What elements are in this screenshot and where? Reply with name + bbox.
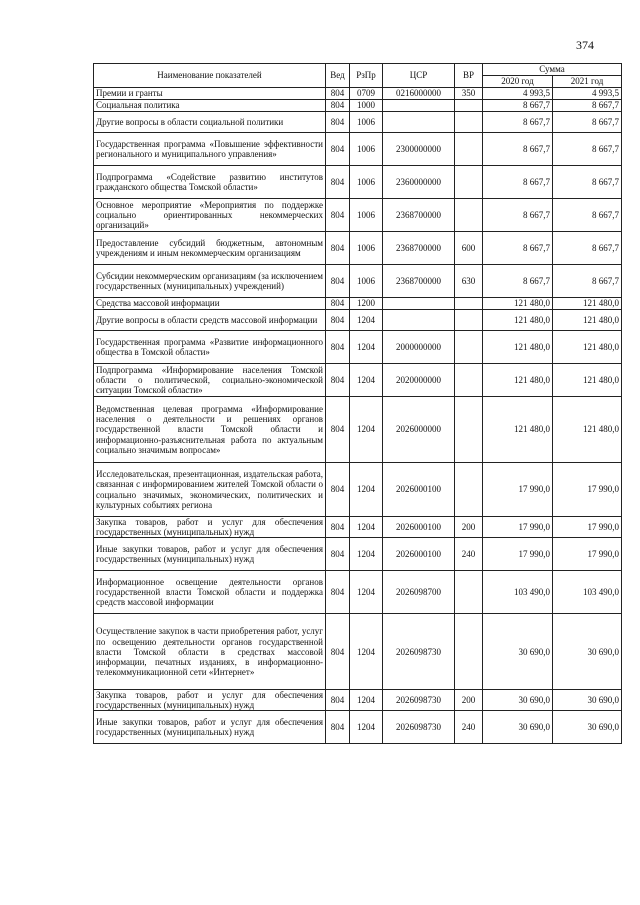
amount-2021-cell: 17 990,0 <box>553 517 622 538</box>
amount-2021-cell: 8 667,7 <box>553 265 622 298</box>
ved-cell: 804 <box>326 232 350 265</box>
ved-cell: 804 <box>326 614 350 690</box>
csr-cell: 2026000100 <box>383 538 455 571</box>
header-sum: Сумма <box>483 64 622 76</box>
amount-2020-cell: 121 480,0 <box>483 331 553 364</box>
rzpr-cell: 1200 <box>350 298 383 310</box>
table-row <box>94 711 622 744</box>
vr-cell: 350 <box>455 88 483 100</box>
header-year-2021: 2021 год <box>553 76 622 88</box>
vr-cell: 240 <box>455 538 483 571</box>
amount-2021-cell: 8 667,7 <box>553 112 622 133</box>
row-name-cell: Государственная программа «Развитие информационного общества в Томской области» <box>94 331 326 364</box>
rzpr-cell: 1006 <box>350 232 383 265</box>
csr-cell <box>383 310 455 331</box>
header-rzpr: РзПр <box>350 64 383 88</box>
ved-cell: 804 <box>326 364 350 397</box>
amount-2021-cell: 17 990,0 <box>553 538 622 571</box>
ved-cell: 804 <box>326 517 350 538</box>
table-row <box>94 463 622 517</box>
amount-2020-cell: 8 667,7 <box>483 166 553 199</box>
csr-cell: 2368700000 <box>383 232 455 265</box>
amount-2020-cell: 30 690,0 <box>483 690 553 711</box>
row-name-cell: Государственная программа «Повышение эффективности регионального и муниципального управления» <box>94 133 326 166</box>
row-name-cell: Ведомственная целевая программа «Информирование населения о деятельности и решениях органов государственной власти Томской области и информационно-разъяснительная работа по актуальным социально значимым вопросам» <box>94 397 326 463</box>
row-name-cell: Исследовательская, презентационная, издательская работа, связанная с информированием жителей Томской области о социально значимых, экономических, политических и культурных событиях региона <box>94 463 326 517</box>
amount-2021-cell: 8 667,7 <box>553 133 622 166</box>
row-name-cell: Осуществление закупок в части приобретения работ, услуг по освещению деятельности органов государственной власти Томской области в средствах массовой информации, печатных изданиях, в информационно-телекоммуникационной сети «Интернет» <box>94 614 326 690</box>
csr-cell: 2300000000 <box>383 133 455 166</box>
header-name: Наименование показателей <box>94 64 326 88</box>
amount-2020-cell: 103 490,0 <box>483 571 553 614</box>
row-name-cell: Подпрограмма «Информирование населения Томской области о политической, социально-экономической ситуации Томской области» <box>94 364 326 397</box>
row-name-cell: Информационное освещение деятельности органов государственной власти Томской области и поддержка средств массовой информации <box>94 571 326 614</box>
ved-cell: 804 <box>326 199 350 232</box>
vr-cell <box>455 331 483 364</box>
header-vr: ВР <box>455 64 483 88</box>
amount-2020-cell: 8 667,7 <box>483 112 553 133</box>
table-row <box>94 517 622 538</box>
table-row <box>94 690 622 711</box>
table-row <box>94 538 622 571</box>
vr-cell: 240 <box>455 711 483 744</box>
rzpr-cell: 1204 <box>350 364 383 397</box>
ved-cell: 804 <box>326 310 350 331</box>
csr-cell <box>383 298 455 310</box>
ved-cell: 804 <box>326 133 350 166</box>
row-name-cell: Предоставление субсидий бюджетным, автономным учреждениям и иным некоммерческим организациям <box>94 232 326 265</box>
csr-cell: 2026000000 <box>383 397 455 463</box>
amount-2020-cell: 8 667,7 <box>483 265 553 298</box>
rzpr-cell: 1000 <box>350 100 383 112</box>
csr-cell: 2026098730 <box>383 614 455 690</box>
ved-cell: 804 <box>326 88 350 100</box>
amount-2020-cell: 17 990,0 <box>483 538 553 571</box>
amount-2021-cell: 4 993,5 <box>553 88 622 100</box>
vr-cell <box>455 199 483 232</box>
ved-cell: 804 <box>326 265 350 298</box>
amount-2020-cell: 4 993,5 <box>483 88 553 100</box>
row-name-cell: Закупка товаров, работ и услуг для обеспечения государственных (муниципальных) нужд <box>94 690 326 711</box>
header-csr: ЦСР <box>383 64 455 88</box>
row-name-cell: Субсидии некоммерческим организациям (за исключением государственных (муниципальных) учреждений) <box>94 265 326 298</box>
rzpr-cell: 1204 <box>350 614 383 690</box>
csr-cell: 2026098730 <box>383 711 455 744</box>
ved-cell: 804 <box>326 298 350 310</box>
csr-cell: 2360000000 <box>383 166 455 199</box>
row-name-cell: Социальная политика <box>94 100 326 112</box>
rzpr-cell: 1204 <box>350 571 383 614</box>
csr-cell: 2020000000 <box>383 364 455 397</box>
vr-cell <box>455 571 483 614</box>
row-name-cell: Средства массовой информации <box>94 298 326 310</box>
vr-cell: 200 <box>455 517 483 538</box>
vr-cell: 600 <box>455 232 483 265</box>
rzpr-cell: 1204 <box>350 397 383 463</box>
row-name-cell: Закупка товаров, работ и услуг для обеспечения государственных (муниципальных) нужд <box>94 517 326 538</box>
ved-cell: 804 <box>326 112 350 133</box>
row-name-cell: Иные закупки товаров, работ и услуг для обеспечения государственных (муниципальных) нужд <box>94 711 326 744</box>
table-row <box>94 166 622 199</box>
page-number: 374 <box>576 38 594 52</box>
csr-cell: 2026098730 <box>383 690 455 711</box>
amount-2021-cell: 121 480,0 <box>553 331 622 364</box>
amount-2021-cell: 121 480,0 <box>553 310 622 331</box>
csr-cell: 2000000000 <box>383 331 455 364</box>
vr-cell <box>455 614 483 690</box>
table-row <box>94 112 622 133</box>
csr-cell: 2368700000 <box>383 199 455 232</box>
table-row <box>94 265 622 298</box>
rzpr-cell: 1006 <box>350 112 383 133</box>
rzpr-cell: 1006 <box>350 265 383 298</box>
amount-2021-cell: 8 667,7 <box>553 199 622 232</box>
amount-2020-cell: 30 690,0 <box>483 711 553 744</box>
csr-cell: 2368700000 <box>383 265 455 298</box>
ved-cell: 804 <box>326 463 350 517</box>
amount-2020-cell: 17 990,0 <box>483 463 553 517</box>
ved-cell: 804 <box>326 711 350 744</box>
budget-table <box>93 63 622 744</box>
table-row <box>94 100 622 112</box>
row-name-cell: Премии и гранты <box>94 88 326 100</box>
amount-2020-cell: 8 667,7 <box>483 100 553 112</box>
vr-cell <box>455 166 483 199</box>
rzpr-cell: 1204 <box>350 463 383 517</box>
row-name-cell: Подпрограмма «Содействие развитию институтов гражданского общества Томской области» <box>94 166 326 199</box>
table-row <box>94 397 622 463</box>
row-name-cell: Основное мероприятие «Мероприятия по поддержке социально ориентированных некоммерческих организаций» <box>94 199 326 232</box>
table-row <box>94 232 622 265</box>
amount-2021-cell: 121 480,0 <box>553 298 622 310</box>
table-row <box>94 298 622 310</box>
vr-cell <box>455 298 483 310</box>
amount-2021-cell: 8 667,7 <box>553 232 622 265</box>
table-row <box>94 614 622 690</box>
amount-2020-cell: 121 480,0 <box>483 310 553 331</box>
amount-2020-cell: 30 690,0 <box>483 614 553 690</box>
vr-cell <box>455 112 483 133</box>
csr-cell: 2026098700 <box>383 571 455 614</box>
vr-cell <box>455 463 483 517</box>
ved-cell: 804 <box>326 331 350 364</box>
header-year-2020: 2020 год <box>483 76 553 88</box>
csr-cell <box>383 100 455 112</box>
amount-2021-cell: 8 667,7 <box>553 100 622 112</box>
rzpr-cell: 1204 <box>350 331 383 364</box>
ved-cell: 804 <box>326 100 350 112</box>
vr-cell <box>455 310 483 331</box>
rzpr-cell: 1204 <box>350 711 383 744</box>
csr-cell: 2026000100 <box>383 463 455 517</box>
rzpr-cell: 0709 <box>350 88 383 100</box>
table-row <box>94 571 622 614</box>
table-row <box>94 199 622 232</box>
table-row <box>94 88 622 100</box>
table-row <box>94 364 622 397</box>
csr-cell: 2026000100 <box>383 517 455 538</box>
amount-2021-cell: 103 490,0 <box>553 571 622 614</box>
amount-2020-cell: 121 480,0 <box>483 298 553 310</box>
rzpr-cell: 1204 <box>350 517 383 538</box>
rzpr-cell: 1006 <box>350 133 383 166</box>
amount-2020-cell: 8 667,7 <box>483 232 553 265</box>
amount-2020-cell: 8 667,7 <box>483 199 553 232</box>
amount-2021-cell: 30 690,0 <box>553 614 622 690</box>
vr-cell <box>455 364 483 397</box>
ved-cell: 804 <box>326 538 350 571</box>
table-row <box>94 331 622 364</box>
row-name-cell: Другие вопросы в области средств массовой информации <box>94 310 326 331</box>
vr-cell <box>455 133 483 166</box>
rzpr-cell: 1204 <box>350 538 383 571</box>
ved-cell: 804 <box>326 571 350 614</box>
table-header <box>94 64 622 88</box>
table-body <box>94 88 622 744</box>
amount-2021-cell: 8 667,7 <box>553 166 622 199</box>
header-ved: Вед <box>326 64 350 88</box>
amount-2020-cell: 121 480,0 <box>483 397 553 463</box>
amount-2020-cell: 121 480,0 <box>483 364 553 397</box>
ved-cell: 804 <box>326 397 350 463</box>
amount-2021-cell: 30 690,0 <box>553 711 622 744</box>
rzpr-cell: 1006 <box>350 199 383 232</box>
amount-2021-cell: 121 480,0 <box>553 397 622 463</box>
ved-cell: 804 <box>326 166 350 199</box>
csr-cell <box>383 112 455 133</box>
amount-2020-cell: 8 667,7 <box>483 133 553 166</box>
vr-cell: 200 <box>455 690 483 711</box>
table-row <box>94 310 622 331</box>
vr-cell <box>455 100 483 112</box>
row-name-cell: Иные закупки товаров, работ и услуг для обеспечения государственных (муниципальных) нужд <box>94 538 326 571</box>
amount-2020-cell: 17 990,0 <box>483 517 553 538</box>
rzpr-cell: 1006 <box>350 166 383 199</box>
row-name-cell: Другие вопросы в области социальной политики <box>94 112 326 133</box>
amount-2021-cell: 121 480,0 <box>553 364 622 397</box>
rzpr-cell: 1204 <box>350 310 383 331</box>
amount-2021-cell: 17 990,0 <box>553 463 622 517</box>
rzpr-cell: 1204 <box>350 690 383 711</box>
table-row <box>94 133 622 166</box>
amount-2021-cell: 30 690,0 <box>553 690 622 711</box>
csr-cell: 0216000000 <box>383 88 455 100</box>
ved-cell: 804 <box>326 690 350 711</box>
vr-cell <box>455 397 483 463</box>
vr-cell: 630 <box>455 265 483 298</box>
